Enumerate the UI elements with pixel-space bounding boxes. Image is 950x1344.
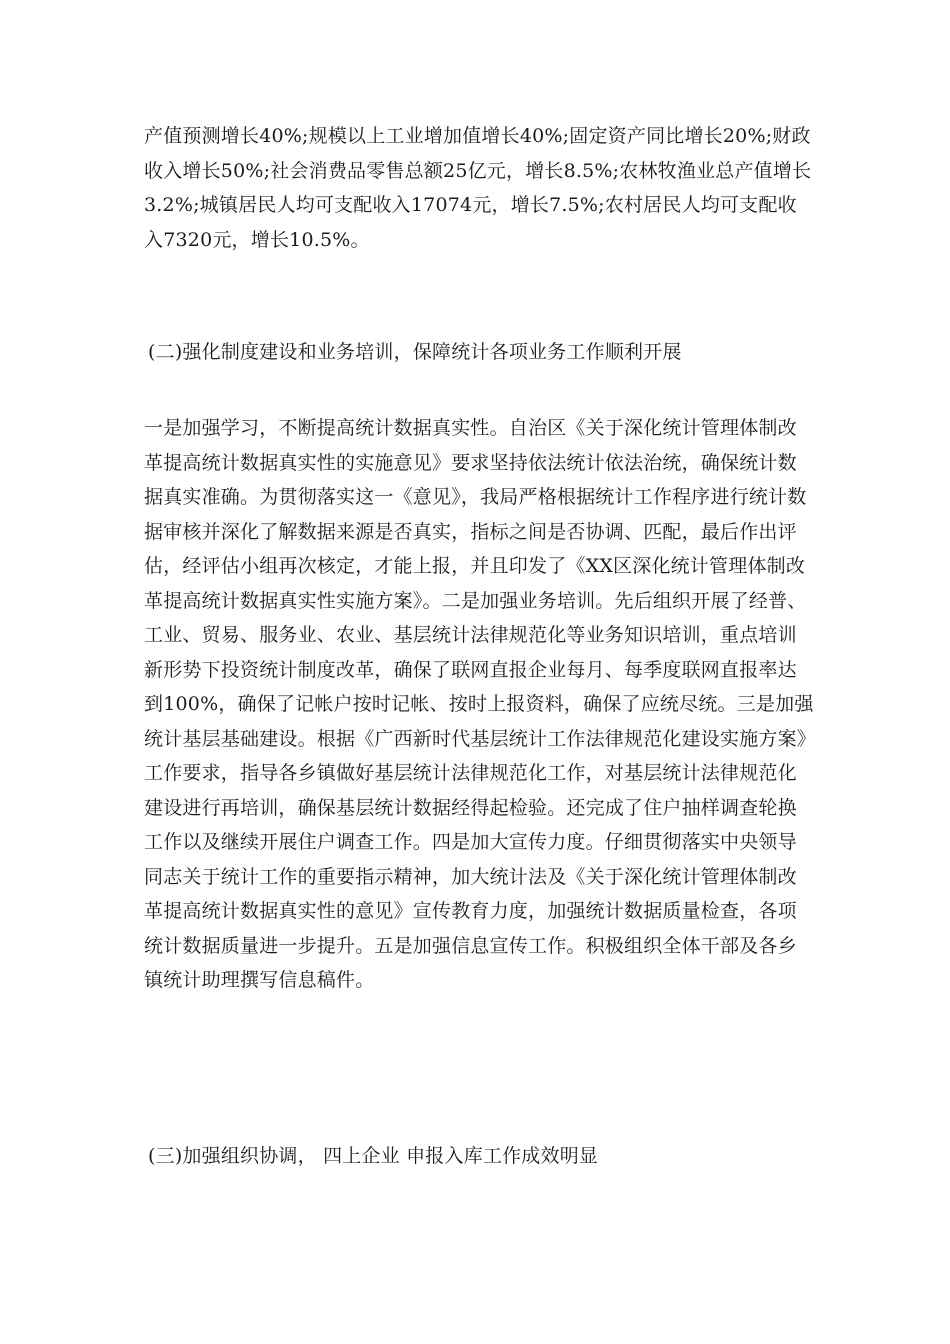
paragraph-statistics-summary: 产值预测增长40%;规模以上工业增加值增长40%;固定资产同比增长20%;财政收入增长50%;社会消费品零售总额25亿元，增长8.5%;农林牧渔业总产值增长3.2%;城镇居民人均可支配收入17074元，增长7.5%;农村居民人均可支配收入7320元，增长10.5%。 <box>144 125 812 251</box>
section-heading-3: (三)加强组织协调， 四上企业 申报入库工作成效明显 <box>148 1145 599 1167</box>
section-heading-2: (二)强化制度建设和业务培训，保障统计各项业务工作顺利开展 <box>148 341 682 363</box>
paragraph-training-details: 一是加强学习，不断提高统计数据真实性。自治区《关于深化统计管理体制改革提高统计数据真实性的实施意见》要求坚持依法统计依法治统，确保统计数据真实准确。为贯彻落实这一《意见》，我局严格根据统计工作程序进行统计数据审核并深化了解数据来源是否真实，指标之间是否协调、匹配，最后作出评估，经评估小组再次核定，才能上报，并且印发了《XX区深化统计管理体制改革提高统计数据真实性实施方案》。二是加强业务培训。先后组织开展了经普、工业、贸易、服务业、农业、基层统计法律规范化等业务知识培训，重点培训新形势下投资统计制度改革，确保了联网直报企业每月、每季度联网直报率达到100%，确保了记帐户按时记帐、按时上报资料，确保了应统尽统。三是加强统计基层基础建设。根据《广西新时代基层统计工作法律规范化建设实施方案》工作要求，指导各乡镇做好基层统计法律规范化工作，对基层统计法律规范化建设进行再培训，确保基层统计数据经得起检验。还完成了住户抽样调查轮换工作以及继续开展住户调查工作。四是加大宣传力度。仔细贯彻落实中央领导同志关于统计工作的重要指示精神，加大统计法及《关于深化统计管理体制改革提高统计数据真实性的意见》宣传教育力度，加强统计数据质量检查，各项统计数据质量进一步提升。五是加强信息宣传工作。积极组织全体干部及各乡镇统计助理撰写信息稿件。 <box>144 417 814 991</box>
